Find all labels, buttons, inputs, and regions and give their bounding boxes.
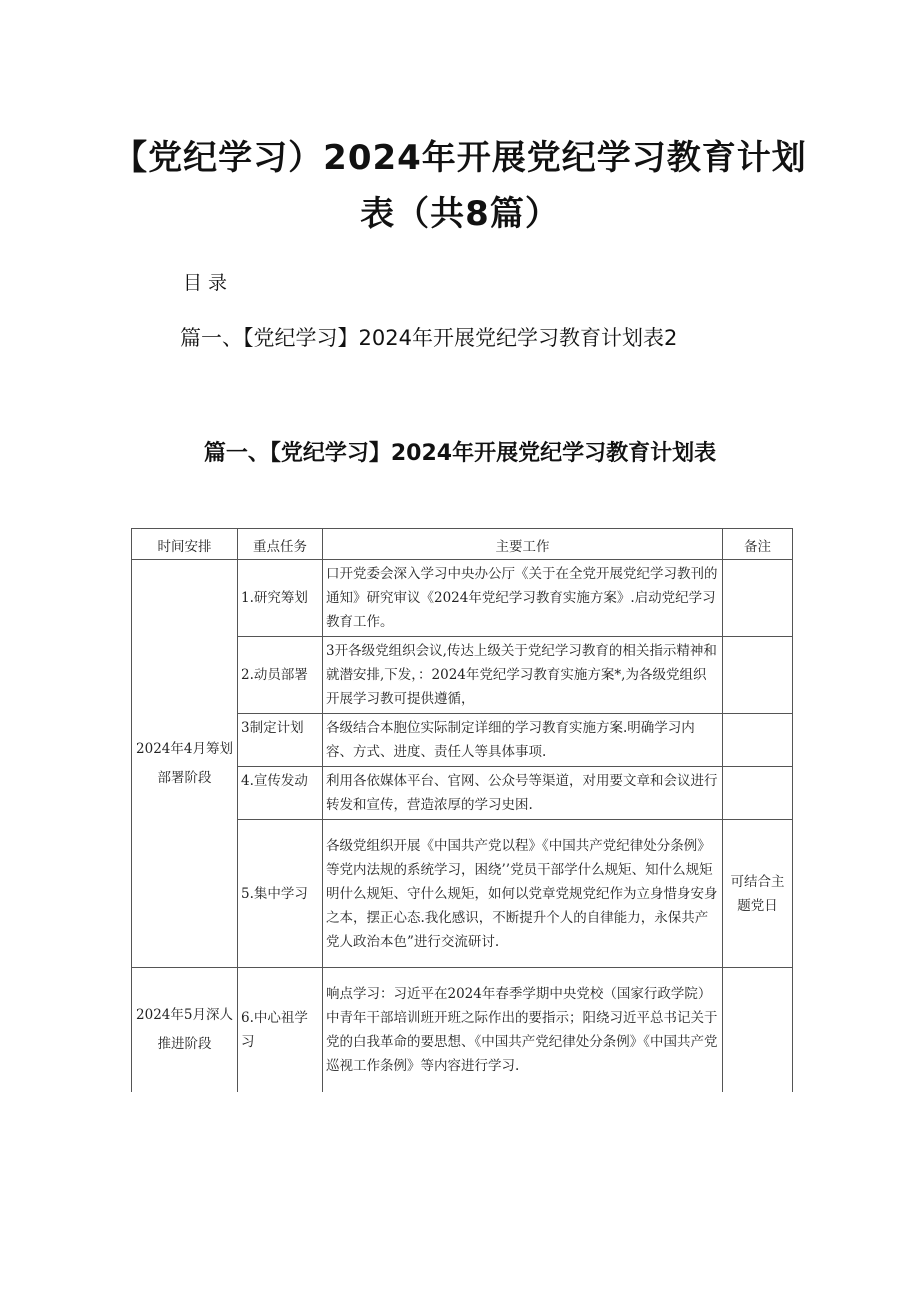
work-cell: 3开各级党组织会议,传达上级关于党纪学习教育的相关指示精神和就潜安排,下发，：2024年党纪学习教育实施方案*,为各级党组织开展学习教可提供遵循， (323, 637, 723, 714)
table-row (132, 968, 793, 1092)
task-cell: 3制定计划 (238, 714, 323, 767)
note-cell (723, 714, 793, 767)
header-note: 备注 (723, 529, 793, 560)
header-work: 主要工作 (323, 529, 723, 560)
document-title-line-2: 表（共8篇） (360, 194, 560, 234)
table-row (132, 560, 793, 637)
stage-cell: 2024年4月筹划部署阶段 (132, 560, 238, 968)
stage-cell: 2024年5月深人推进阶段 (132, 968, 238, 1092)
section-heading: 篇一、【党纪学习】2024年开展党纪学习教育计划表 (203, 441, 717, 466)
table-header-row (132, 529, 793, 560)
task-cell: 6.中心祖学习 (238, 968, 323, 1092)
note-cell (723, 560, 793, 637)
note-cell: 可结合主题党日 (723, 820, 793, 968)
task-cell: 2.动员部署 (238, 637, 323, 714)
work-cell: 各级党组织开展《中国共产党以程》《中国共产党纪律处分条例》等党内法规的系统学习，困绕’’党员干部学什么规矩、知什么规矩明什么规矩、守什么规矩，如何以党章党规党纪作为立身惜身安身之本，摆正心态.我化感识，不断提升个人的自律能力，永保共产党人政治本色”进行交流研讨. (323, 820, 723, 968)
document-title-line-1: 【党纪学习）2024年开展党纪学习教育计划 (113, 138, 807, 178)
task-cell: 1.研究筹划 (238, 560, 323, 637)
header-task: 重点任务 (238, 529, 323, 560)
toc-label: 目录 (183, 272, 234, 294)
note-cell (723, 968, 793, 1092)
plan-table (131, 528, 793, 1092)
toc-entry[interactable]: 篇一、【党纪学习】2024年开展党纪学习教育计划表2 (180, 326, 678, 350)
header-time: 时间安排 (132, 529, 238, 560)
work-cell: 口开党委会深入学习中央办公厅《关于在全党开展党纪学习教刊的通知》研究审议《2024年党纪学习教育实施方案》.启动党纪学习教育工作。 (323, 560, 723, 637)
note-cell (723, 637, 793, 714)
task-cell: 4.宣传发动 (238, 767, 323, 820)
task-cell: 5.集中学习 (238, 820, 323, 968)
work-cell: 响点学习：习近平在2024年春季学期中央党校（国家行政学院）中青年干部培训班开班之际作出的要指示；阳绕习近平总书记关于党的白我革命的要思想、《中国共产党纪律处分条例》《中国共产党巡视工作条例》等内容进行学习. (323, 968, 723, 1092)
work-cell: 利用各依媒体平台、官网、公众号等渠道，对用要文章和会议进行转发和宣传，营造浓厚的学习史困. (323, 767, 723, 820)
work-cell: 各级结合本胞位实际制定详细的学习教育实施方案.明确学习内容、方式、进度、责任人等具体事项. (323, 714, 723, 767)
note-cell (723, 767, 793, 820)
document-title (100, 130, 820, 242)
